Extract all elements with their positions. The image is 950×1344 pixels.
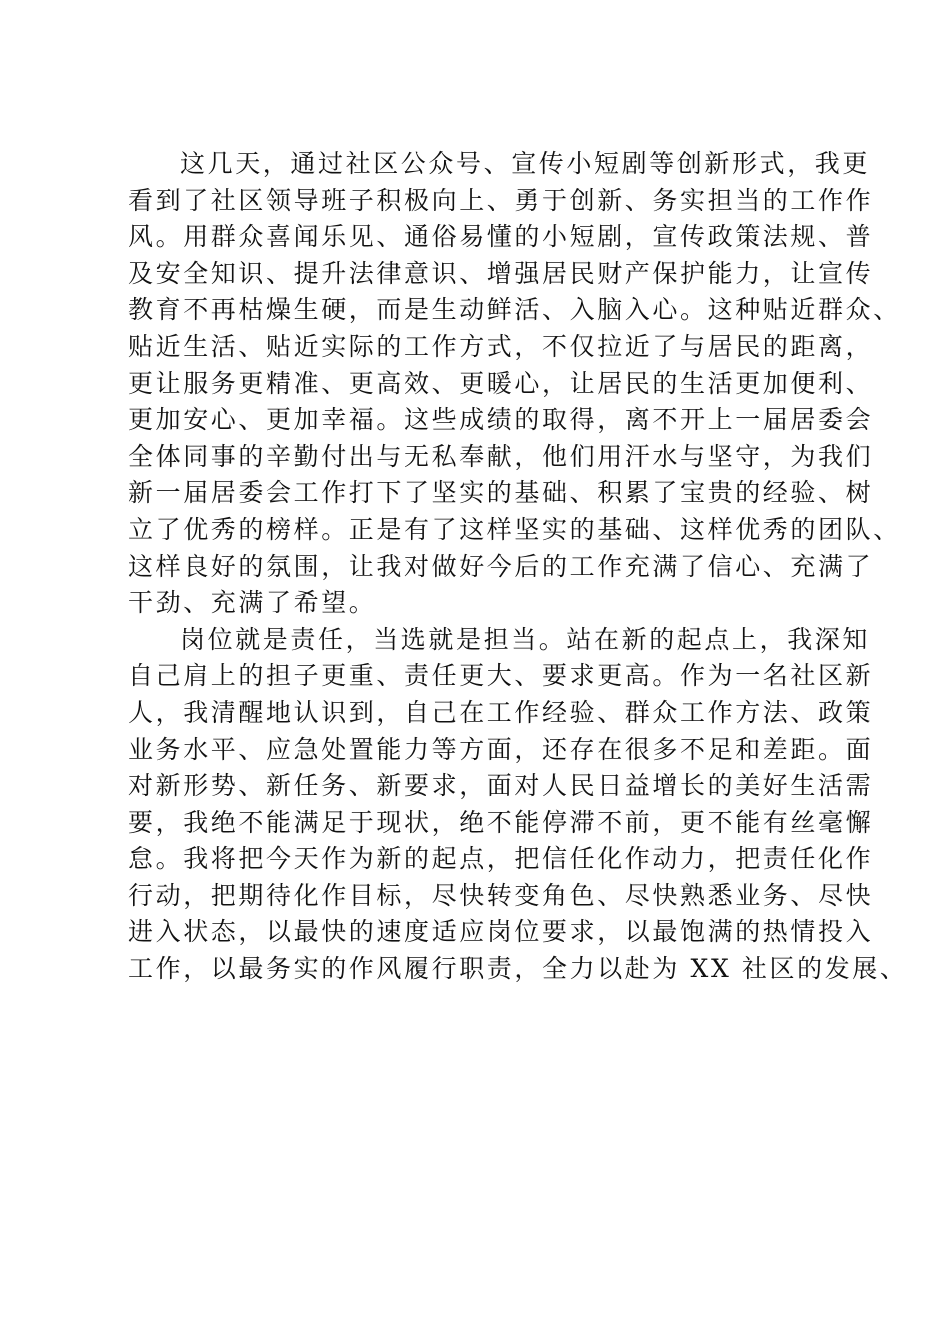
text-line: 人，我清醒地认识到，自己在工作经验、群众工作方法、政策 [128,697,874,727]
text-line: 业务水平、应急处置能力等方面，还存在很多不足和差距。面 [128,734,874,764]
text-line: 新一届居委会工作打下了坚实的基础、积累了宝贵的经验、树 [128,478,874,508]
text-line: 干劲、充满了希望。 [128,588,377,618]
text-line: 更让服务更精准、更高效、更暖心，让居民的生活更加便利、 [128,368,874,398]
text-line: 立了优秀的榜样。正是有了这样坚实的基础、这样优秀的团队、 [128,514,901,544]
text-line: 这样良好的氛围，让我对做好今后的工作充满了信心、充满了 [128,551,874,581]
text-line: 风。用群众喜闻乐见、通俗易懂的小短剧，宣传政策法规、普 [128,222,874,252]
paragraph-1 [128,146,901,622]
text-line: 工作，以最务实的作风履行职责，全力以赴为 XX 社区的发展、 [128,954,908,984]
text-line: 岗位就是责任，当选就是担当。站在新的起点上，我深知 [180,624,871,654]
text-line: 怠。我将把今天作为新的起点，把信任化作动力，把责任化作 [128,844,874,874]
text-line: 这几天，通过社区公众号、宣传小短剧等创新形式，我更 [180,149,871,178]
text-line: 教育不再枯燥生硬，而是生动鲜活、入脑入心。这种贴近群众、 [128,295,901,325]
text-line: 更加安心、更加幸福。这些成绩的取得，离不开上一届居委会 [128,405,874,435]
text-line: 看到了社区领导班子积极向上、勇于创新、务实担当的工作作 [128,185,874,215]
paragraph-2 [128,622,908,988]
document-body [128,146,908,988]
text-line: 进入状态，以最快的速度适应岗位要求，以最饱满的热情投入 [128,917,874,947]
text-line: 要，我绝不能满足于现状，绝不能停滞不前，更不能有丝毫懈 [128,807,874,837]
text-line: 自己肩上的担子更重、责任更大、要求更高。作为一名社区新 [128,661,874,691]
text-line: 及安全知识、提升法律意识、增强居民财产保护能力，让宣传 [128,258,874,288]
text-line: 全体同事的辛勤付出与无私奉献，他们用汗水与坚守，为我们 [128,441,874,471]
text-line: 对新形势、新任务、新要求，面对人民日益增长的美好生活需 [128,771,874,801]
text-line: 行动，把期待化作目标，尽快转变角色、尽快熟悉业务、尽快 [128,880,874,910]
text-line: 贴近生活、贴近实际的工作方式，不仅拉近了与居民的距离， [128,331,874,361]
